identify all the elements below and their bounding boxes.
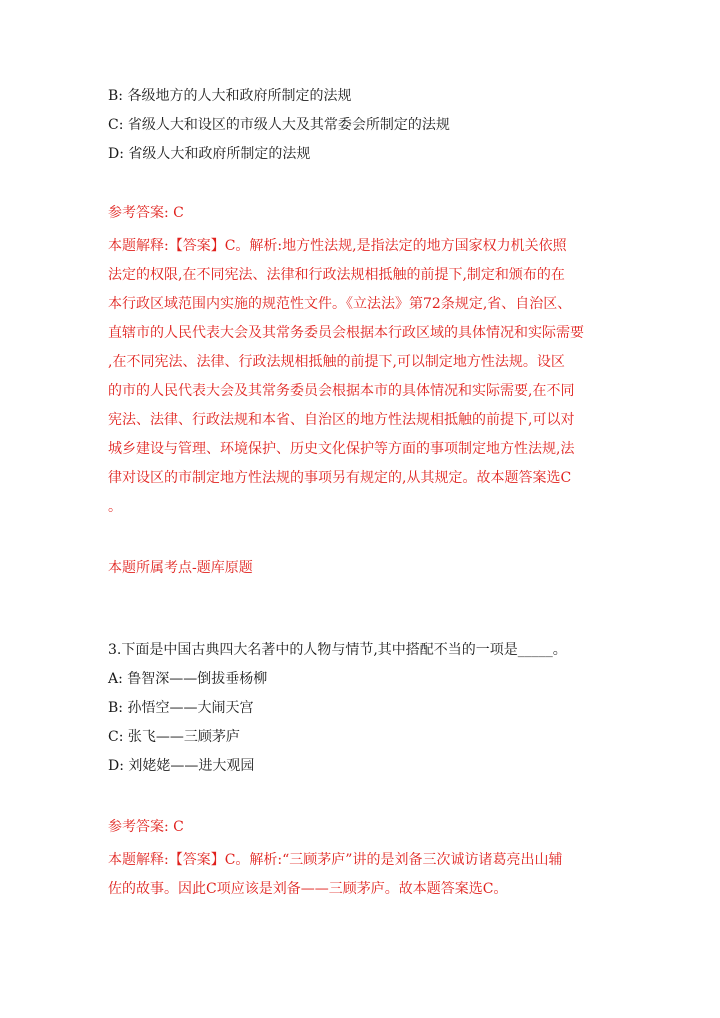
- q2-topic: 本题所属考点-题库原题: [108, 560, 253, 576]
- document-page: [108, 86, 608, 904]
- q2-explanation-line: 本题解释:【答案】C。解析:地方性法规,是指法定的地方国家权力机关依照: [108, 238, 567, 254]
- q3-explanation-line: 佐的故事。因此C项应该是刘备——三顾茅庐。故本题答案选C。: [108, 881, 508, 897]
- q3-explanation-line: 本题解释:【答案】C。解析:“三顾茅庐”讲的是刘备三次诚访诸葛亮出山辅: [108, 852, 563, 868]
- q3-option-a: A: 鲁智深——倒拔垂杨柳: [108, 671, 268, 687]
- q2-explanation-line: 本行政区域范围内实施的规范性文件。《立法法》第72条规定,省、自治区、: [108, 296, 572, 312]
- q3-options: [108, 669, 608, 776]
- q2-explanation-line: 直辖市的人民代表大会及其常务委员会根据本行政区域的具体情况和实际需要: [108, 325, 584, 341]
- q3-option-b: B: 孙悟空——大闹天宫: [108, 700, 254, 716]
- q2-option-d: D: 省级人大和政府所制定的法规: [108, 146, 311, 162]
- q2-explanation-line: 律对设区的市制定地方性法规的事项另有规定的,从其规定。故本题答案选C: [108, 470, 572, 486]
- q2-options: [108, 86, 608, 164]
- q2-explanation: [108, 232, 608, 522]
- q2-explanation-line: 。: [108, 499, 122, 515]
- q3-answer: 参考答案: C: [108, 819, 184, 835]
- q2-explanation-line: ,在不同宪法、法律、行政法规相抵触的前提下,可以制定地方性法规。设区: [108, 354, 565, 370]
- q2-answer: 参考答案: C: [108, 205, 184, 221]
- q3-question: 3.下面是中国古典四大名著中的人物与情节,其中搭配不当的一项是_____。: [108, 642, 567, 658]
- q2-explanation-line: 法定的权限,在不同宪法、法律和行政法规相抵触的前提下,制定和颁布的在: [108, 267, 565, 283]
- q3-explanation: [108, 846, 608, 904]
- q3-option-d: D: 刘姥姥——进大观园: [108, 758, 255, 774]
- q2-option-b: B: 各级地方的人大和政府所制定的法规: [108, 88, 352, 104]
- q2-explanation-line: 城乡建设与管理、环境保护、历史文化保护等方面的事项制定地方性法规,法: [108, 441, 575, 457]
- q2-option-c: C: 省级人大和设区的市级人大及其常委会所制定的法规: [108, 117, 450, 133]
- q2-explanation-line: 宪法、法律、行政法规和本省、自治区的地方性法规相抵触的前提下,可以对: [108, 412, 575, 428]
- q2-explanation-line: 的市的人民代表大会及其常务委员会根据本市的具体情况和实际需要,在不同: [108, 383, 575, 399]
- q3-option-c: C: 张飞——三顾茅庐: [108, 729, 240, 745]
